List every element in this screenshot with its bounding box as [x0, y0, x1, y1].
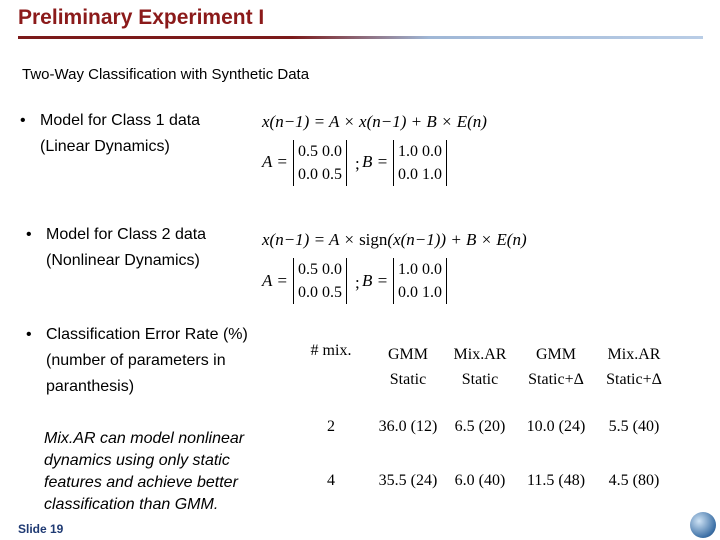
table-cell: 4.5 (80): [608, 472, 660, 489]
header-gmm-delta: [516, 342, 596, 392]
error-rate-line: paranthesis): [46, 378, 135, 395]
header-line: Static+Δ: [606, 371, 662, 388]
note-line: classification than GMM.: [44, 496, 219, 513]
class2-b-label: B =: [362, 271, 389, 290]
matrix-row: 1.0 0.0: [398, 143, 442, 160]
bullet-dot: •: [26, 326, 32, 343]
matrix-row: 0.5 0.0: [298, 143, 342, 160]
class1-matrix-b: [393, 140, 447, 186]
matrix-row: 0.0 0.5: [298, 284, 342, 301]
table-cell: 11.5 (48): [526, 472, 586, 489]
table-cell: 5.5 (40): [608, 418, 660, 435]
header-line: Static+Δ: [528, 371, 584, 388]
matrix-row: 1.0 0.0: [398, 261, 442, 278]
class2-subtitle: (Nonlinear Dynamics): [46, 252, 200, 269]
table-cell: 10.0 (24): [526, 418, 586, 435]
class2-matrix-a: [293, 258, 347, 304]
note-line: Mix.AR can model nonlinear: [44, 430, 245, 447]
header-mixar-static: [440, 342, 520, 392]
class2-bullet: [26, 222, 206, 274]
matrix-row: 0.0 1.0: [398, 166, 442, 183]
header-line: # mix.: [310, 342, 352, 359]
header-line: GMM: [387, 346, 428, 363]
header-gmm-static: [368, 342, 448, 392]
bullet-dot: •: [20, 112, 26, 129]
class1-bullet: [20, 108, 200, 160]
note-line: dynamics using only static: [44, 452, 230, 469]
error-rate-line: (number of parameters in: [46, 352, 226, 369]
note-line: features and achieve better: [44, 474, 238, 491]
class1-equation: x(n−1) = A × x(n−1) + B × E(n): [262, 112, 487, 131]
class1-subtitle: (Linear Dynamics): [40, 138, 170, 155]
class2-a-label: A =: [262, 271, 288, 290]
sign-function: sign: [359, 230, 388, 249]
table-cell: 35.5 (24): [378, 472, 438, 489]
page-title: Preliminary Experiment I: [18, 6, 265, 29]
slide-number: Slide 19: [18, 522, 64, 536]
header-mixar-delta: [594, 342, 674, 392]
matrix-row: 0.5 0.0: [298, 261, 342, 278]
header-line: Static: [461, 371, 499, 388]
error-rate-bullet: [26, 322, 248, 400]
matrix-separator: ;: [355, 273, 360, 292]
header-mix: [290, 342, 372, 360]
results-table: [290, 330, 670, 510]
equation-part: (x(n−1)) + B × E(n): [387, 230, 527, 249]
header-line: GMM: [535, 346, 576, 363]
table-cell: 6.5 (20): [454, 418, 506, 435]
header-line: Mix.AR: [607, 346, 661, 363]
bullet-dot: •: [26, 226, 32, 243]
subtitle: Two-Way Classification with Synthetic Data: [22, 66, 310, 83]
matrix-separator: ;: [355, 154, 360, 173]
error-rate-title: Classification Error Rate (%): [46, 326, 248, 343]
class1-b-label: B =: [362, 152, 389, 171]
table-cell: 4: [327, 472, 335, 489]
conclusion-note: [44, 428, 244, 516]
table-cell: 2: [327, 418, 335, 435]
matrix-row: 0.0 1.0: [398, 284, 442, 301]
globe-logo-icon: [690, 512, 716, 538]
class1-title: Model for Class 1 data: [40, 112, 201, 129]
header-line: Mix.AR: [453, 346, 507, 363]
class2-title: Model for Class 2 data: [46, 226, 207, 243]
class2-equation: [262, 230, 527, 250]
header-line: Static: [389, 371, 427, 388]
equation-part: x(n−1) = A ×: [262, 230, 360, 249]
table-cell: 36.0 (12): [378, 418, 438, 435]
class1-matrix-a: [293, 140, 347, 186]
class2-matrix-b: [393, 258, 447, 304]
matrix-row: 0.0 0.5: [298, 166, 342, 183]
class1-a-label: A =: [262, 152, 288, 171]
table-cell: 6.0 (40): [454, 472, 506, 489]
title-divider: [18, 36, 703, 39]
